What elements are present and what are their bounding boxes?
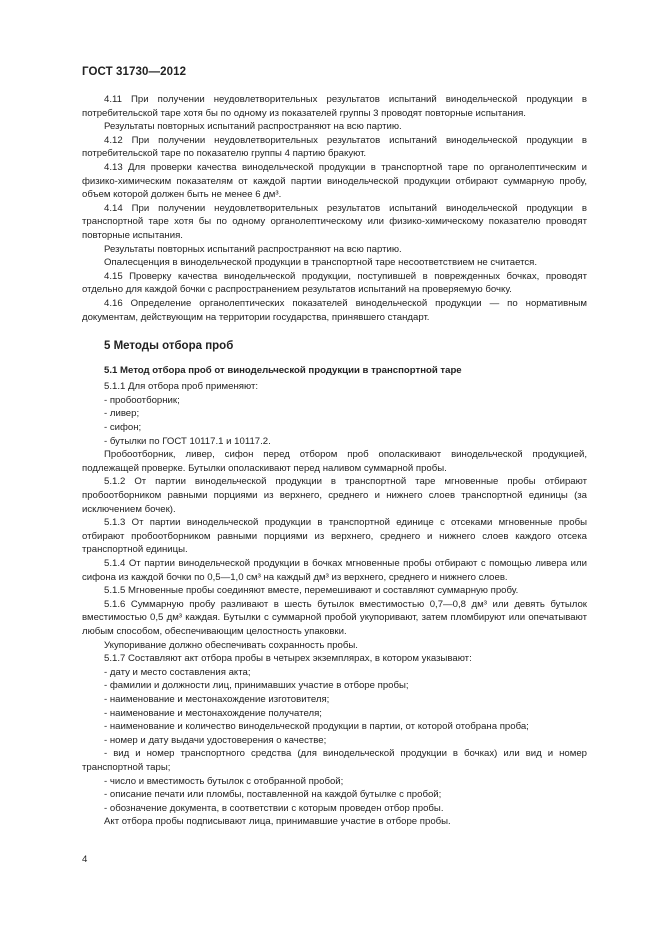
list-item: - номер и дату выдачи удостоверения о качестве; [104,734,327,746]
list-item: - бутылки по ГОСТ 10117.1 и 10117.2. [104,435,271,447]
section-5-heading: 5 Методы отбора проб [104,340,234,353]
list-item: - вид и номер транспортного средства (для винодельческой продукции в бочках) или вид и номер транспортной тары; [82,748,587,773]
list-item: - наименование и местонахождение получателя; [104,707,322,719]
paragraph-5-1-6: 5.1.6 Суммарную пробу разливают в шесть бутылок вместимостью 0,7—0,8 дм³ или девять бутылок вместимостью 0,5 дм³ каждая. Бутылки с суммарной пробой укупоривают, затем пломбируют или опечатывают любым способом, обеспечивающим целостность упаковки. [82,598,587,637]
paragraph: Результаты повторных испытаний распространяют на всю партию. [104,121,402,133]
list-item: - пробоотборник; [104,394,180,406]
paragraph-5-1-1: 5.1.1 Для отбора проб применяют: [104,381,259,393]
subsection-5-1-heading: 5.1 Метод отбора проб от винодельческой продукции в транспортной таре [104,364,462,376]
paragraph: Опалесценция в винодельческой продукции в транспортной таре несоответствием не считается. [104,257,538,269]
paragraph: Результаты повторных испытаний распространяют на всю партию. [104,243,402,255]
paragraph-4-14: 4.14 При получении неудовлетворительных результатов испытаний винодельческой продукции в транспортной таре хотя бы по одному органолептическому или физико-химическому показателю проводят повторные испытания. [82,202,587,241]
list-item: - наименование и количество винодельческой продукции в партии, от которой отобрана проба; [104,721,529,733]
document-code-header: ГОСТ 31730—2012 [82,66,187,78]
paragraph: Пробоотборник, ливер, сифон перед отбором проб ополаскивают винодельческой продукцией, подлежащей проверке. Бутылки ополаскивают перед наливом суммарной пробы. [82,449,587,474]
paragraph-5-1-2: 5.1.2 От партии винодельческой продукции в транспортной таре мгновенные пробы отбирают пробоотборником равными порциями из верхнего, среднего и нижнего слоев транспортной единицы (за исключением бочек). [82,476,587,515]
paragraph: Акт отбора пробы подписывают лица, принимавшие участие в отборе пробы. [104,816,451,828]
paragraph-5-1-4: 5.1.4 От партии винодельческой продукции в бочках мгновенные пробы отбирают с помощью ливера или сифона из каждой бочки по 0,5—1,0 см³ на каждый дм³ из верхнего, среднего и нижнего слоев. [82,558,587,583]
list-item: - число и вместимость бутылок с отобранной пробой; [104,775,344,787]
paragraph-4-13: 4.13 Для проверки качества винодельческой продукции в транспортной таре по органолептическим и физико-химическим показателям от каждой партии винодельческой продукции отбирают суммарную пробу, объем которой должен быть не менее 6 дм³. [82,161,587,201]
list-item: - описание печати или пломбы, поставленной на каждой бутылке с пробой; [104,789,442,801]
list-item: - фамилии и должности лиц, принимавших участие в отборе пробы; [104,680,409,692]
paragraph-4-12: 4.12 При получении неудовлетворительных результатов испытаний винодельческой продукции в потребительской таре по показателю группы 4 партию бракуют. [82,134,587,160]
paragraph-4-16: 4.16 Определение органолептических показателей винодельческой продукции — по нормативным документам, действующим на территории государства, принявшего стандарт. [82,297,587,323]
list-item: - сифон; [104,422,142,434]
paragraph: Укупоривание должно обеспечивать сохранность пробы. [104,639,358,651]
list-item: - наименование и местонахождение изготовителя; [104,693,330,705]
paragraph-4-15: 4.15 Проверку качества винодельческой продукции, поступившей в поврежденных бочках, проводят отдельно для каждой бочки с распространением результатов испытаний на проверяемую бочку. [82,270,587,296]
paragraph-5-1-5: 5.1.5 Мгновенные пробы соединяют вместе, перемешивают и составляют суммарную пробу. [104,585,519,597]
document-body [82,93,587,829]
list-item: - дату и место составления акта; [104,666,251,678]
paragraph-5-1-7: 5.1.7 Составляют акт отбора пробы в четырех экземплярах, в котором указывают: [104,653,472,665]
paragraph-5-1-3: 5.1.3 От партии винодельческой продукции в транспортной единице с отсеками мгновенные пробы отбирают пробоотборником равными порциями из верхнего, среднего и нижнего слоев каждого отсека транспортной единицы. [82,517,587,556]
list-item: - обозначение документа, в соответствии с которым проведен отбор пробы. [104,802,444,814]
paragraph-4-11: 4.11 При получении неудовлетворительных результатов испытаний винодельческой продукции в потребительской таре хотя бы по одному из показателей группы 3 проводят повторные испытания. [82,94,587,119]
page-number: 4 [82,854,88,865]
list-item: - ливер; [104,408,140,420]
